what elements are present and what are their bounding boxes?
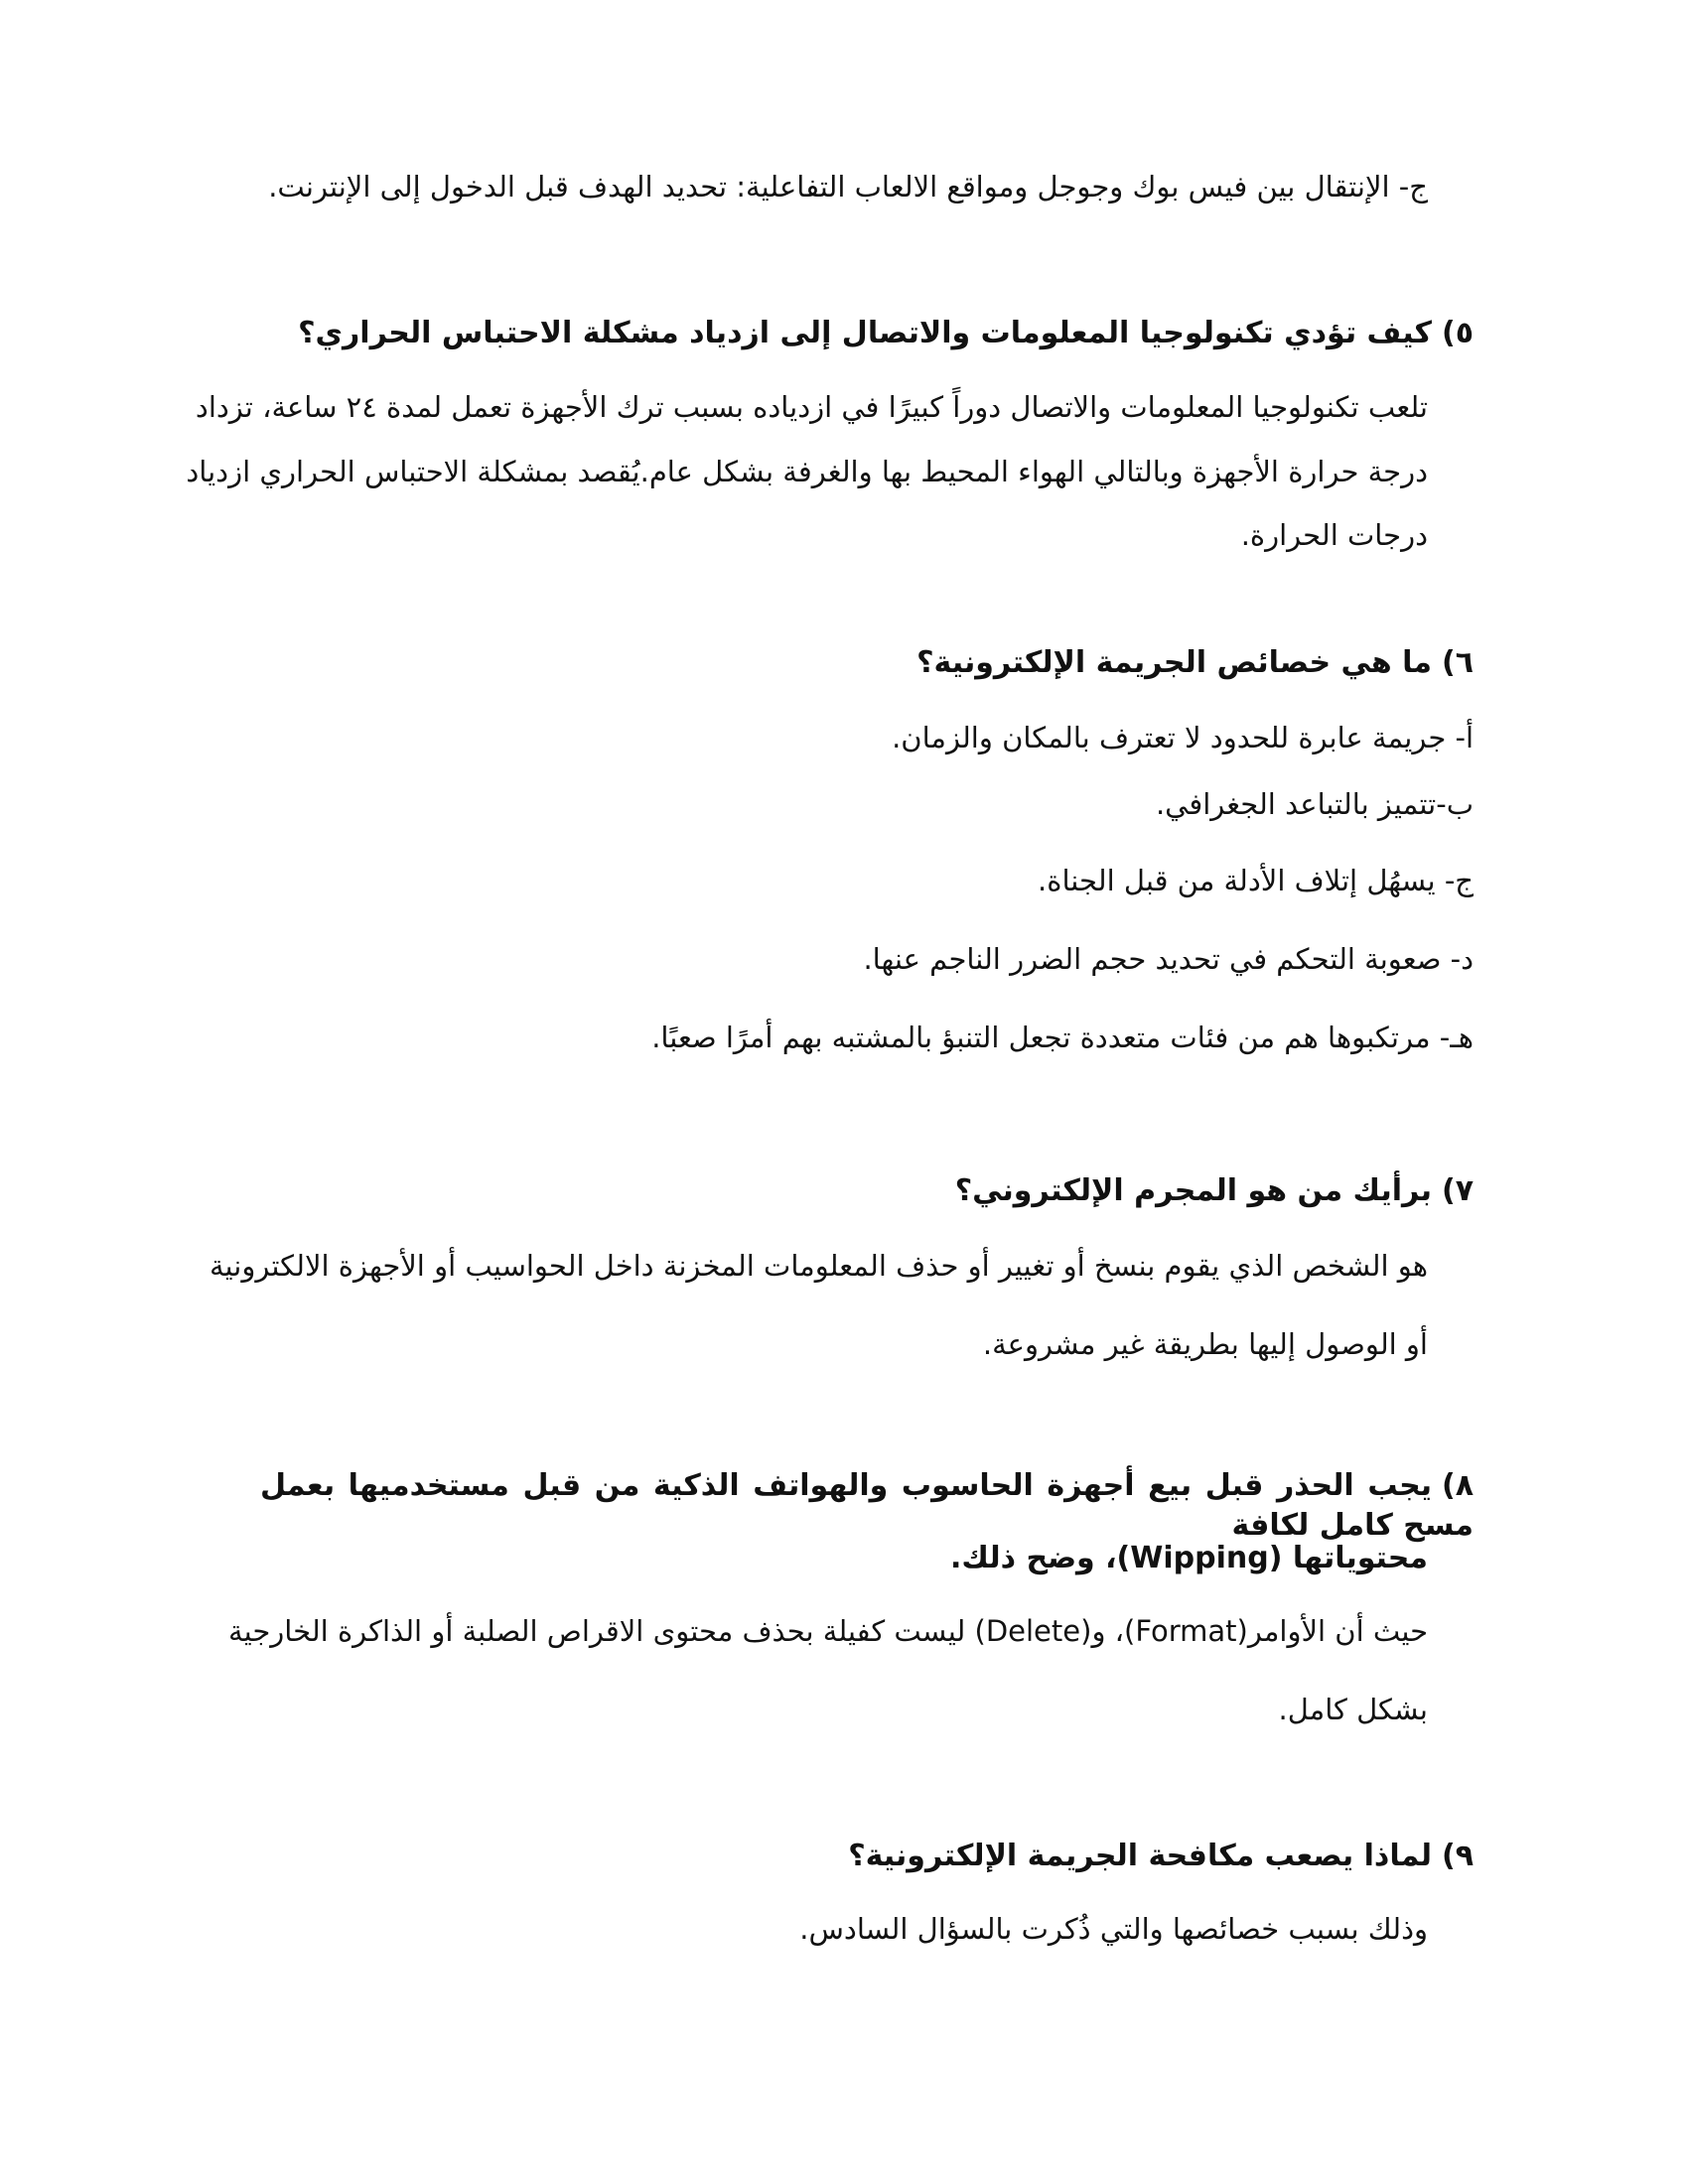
question-6-item-e: هـ- مرتكبوها هم من فئات متعددة تجعل التنبؤ بالمشتبه بهم أمرًا صعبًا. xyxy=(651,1021,1474,1054)
answer-7-line-2: أو الوصول إليها بطريقة غير مشروعة. xyxy=(982,1327,1428,1361)
question-6-item-a: أ- جريمة عابرة للحدود لا تعترف بالمكان والزمان. xyxy=(892,721,1474,754)
answer-8-line-2: بشكل كامل. xyxy=(1278,1693,1428,1726)
question-5-text: كيف تؤدي تكنولوجيا المعلومات والاتصال إلى ازدياد مشكلة الاحتباس الحراري؟ xyxy=(298,316,1432,350)
question-7 xyxy=(955,1171,1474,1211)
question-5-number: ٥) xyxy=(1441,316,1474,350)
question-8-number: ٨) xyxy=(1441,1468,1474,1503)
question-8-text-line-1: يجب الحذر قبل بيع أجهزة الحاسوب والهواتف الذكية من قبل مستخدميها بعمل مسح كامل لكافة xyxy=(260,1468,1474,1543)
question-5 xyxy=(298,314,1474,353)
answer-7-line-1: هو الشخص الذي يقوم بنسخ أو تغيير أو حذف المعلومات المخزنة داخل الحواسيب أو الأجهزة الالكترونية xyxy=(209,1249,1428,1283)
question-9 xyxy=(848,1837,1474,1876)
answer-5-line-3: درجات الحرارة. xyxy=(1240,518,1428,552)
answer-9: وذلك بسبب خصائصها والتي ذُكرت بالسؤال السادس. xyxy=(799,1912,1428,1946)
question-6 xyxy=(916,643,1474,683)
question-7-number: ٧) xyxy=(1441,1173,1474,1208)
answer-5-line-2: درجة حرارة الأجهزة وبالتالي الهواء المحيط بها والغرفة بشكل عام.يُقصد بمشكلة الاحتباس الحراري ازدياد xyxy=(186,455,1428,488)
answer-5-line-1: تلعب تكنولوجيا المعلومات والاتصال دوراً كبيرًا في ازدياده بسبب ترك الأجهزة تعمل لمدة ٢٤ ساعة، تزداد xyxy=(195,390,1428,424)
question-8-text-line-2: محتوياتها (Wipping)، وضح ذلك. xyxy=(950,1541,1428,1575)
question-9-number: ٩) xyxy=(1441,1839,1474,1873)
question-6-item-d: د- صعوبة التحكم في تحديد حجم الضرر الناجم عنها. xyxy=(863,942,1474,976)
question-6-item-b: ب-تتميز بالتباعد الجغرافي. xyxy=(1155,787,1474,821)
question-6-text: ما هي خصائص الجريمة الإلكترونية؟ xyxy=(916,645,1432,680)
intro-item-c: ج- الإنتقال بين فيس بوك وجوجل ومواقع الالعاب التفاعلية: تحديد الهدف قبل الدخول إلى الإنترنت. xyxy=(268,170,1428,204)
question-6-number: ٦) xyxy=(1441,645,1474,680)
question-6-item-c: ج- يسهُل إتلاف الأدلة من قبل الجناة. xyxy=(1038,864,1474,897)
question-8 xyxy=(260,1466,1474,1546)
question-9-text: لماذا يصعب مكافحة الجريمة الإلكترونية؟ xyxy=(848,1839,1432,1873)
answer-8-line-1: حيث أن الأوامر(Format)، و(Delete) ليست كفيلة بحذف محتوى الاقراص الصلبة أو الذاكرة الخارجية xyxy=(228,1614,1428,1648)
question-7-text: برأيك من هو المجرم الإلكتروني؟ xyxy=(954,1173,1432,1208)
